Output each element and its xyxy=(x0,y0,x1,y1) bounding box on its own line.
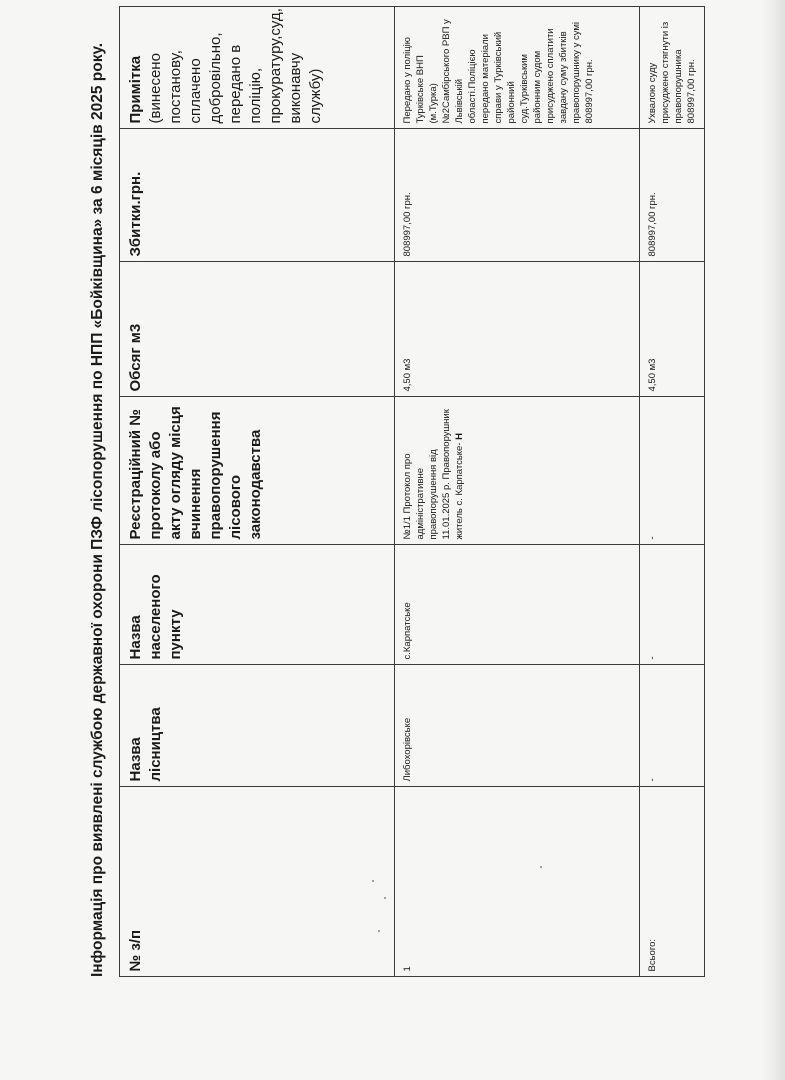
total-forestry: - xyxy=(640,665,705,787)
total-volume: 4,50 м3 xyxy=(640,262,705,397)
header-forestry: Назва лісництва xyxy=(120,665,395,787)
protocol-text: №1/1 Протокол про адміністративне правопорушення від 11.01.2025 р. Правопорушник житель с. Карпатське- xyxy=(402,409,465,540)
total-protocol: - xyxy=(640,397,705,545)
document-title: Інформація про виявлені службою державної охорони ПЗФ лісопорушення по НПП «Бойківщина» за 6 місяців 2025 року. xyxy=(89,42,106,978)
header-note-sub: (винесено постанову, сплачено добровільно, передано в поліцію, прокуратуру,суд, виконавчу службу) xyxy=(147,8,324,124)
header-volume: Обсяг м3 xyxy=(120,262,395,397)
cell-settlement: с.Карпатське xyxy=(395,545,640,665)
total-note: Ухвалою суду присуджено стягнути із правопорушника 808997,00 грн. xyxy=(640,7,705,129)
cell-protocol xyxy=(395,397,640,545)
cell-damage: 808997,00 грн. xyxy=(395,129,640,262)
rotated-sheet xyxy=(75,8,705,990)
header-protocol: Реєстраційний № протоколу або акту огляду місця вчинення правопорушення лісового законодавства xyxy=(120,397,395,545)
spacer-cell xyxy=(640,977,705,987)
cell-volume: 4,50 м3 xyxy=(395,262,640,397)
cell-forestry: Либохорівське xyxy=(395,665,640,787)
total-label: Всього: xyxy=(640,787,705,977)
protocol-bold-initial: Н xyxy=(454,432,465,440)
header-num: № з/п xyxy=(120,787,395,977)
header-settlement: Назва населеного пункту xyxy=(120,545,395,665)
spacer-cell xyxy=(395,977,640,987)
header-note xyxy=(120,7,395,129)
header-damage: Збитки.грн. xyxy=(120,129,395,262)
scan-edge-shadow xyxy=(763,0,785,1080)
table-total-row xyxy=(640,7,705,987)
total-settlement: - xyxy=(640,545,705,665)
violations-table xyxy=(119,7,705,988)
cell-note: Передано у поліцію Турківське ВНП (м.Турка) №2Самбірського РВП у Львівській області.Поліцією передано матеріали справи у Турківський районний суд.Турківським районним судом присуджено сплатити завдану суму збитків правопорушнику у сумі 808997,00 грн. xyxy=(395,7,640,129)
table-header-row xyxy=(120,7,395,987)
total-damage: 808997,00 грн. xyxy=(640,129,705,262)
cell-num: 1 xyxy=(395,787,640,977)
spacer-cell xyxy=(120,977,395,987)
table-row xyxy=(395,7,640,987)
header-note-title: Примітка xyxy=(127,55,144,124)
